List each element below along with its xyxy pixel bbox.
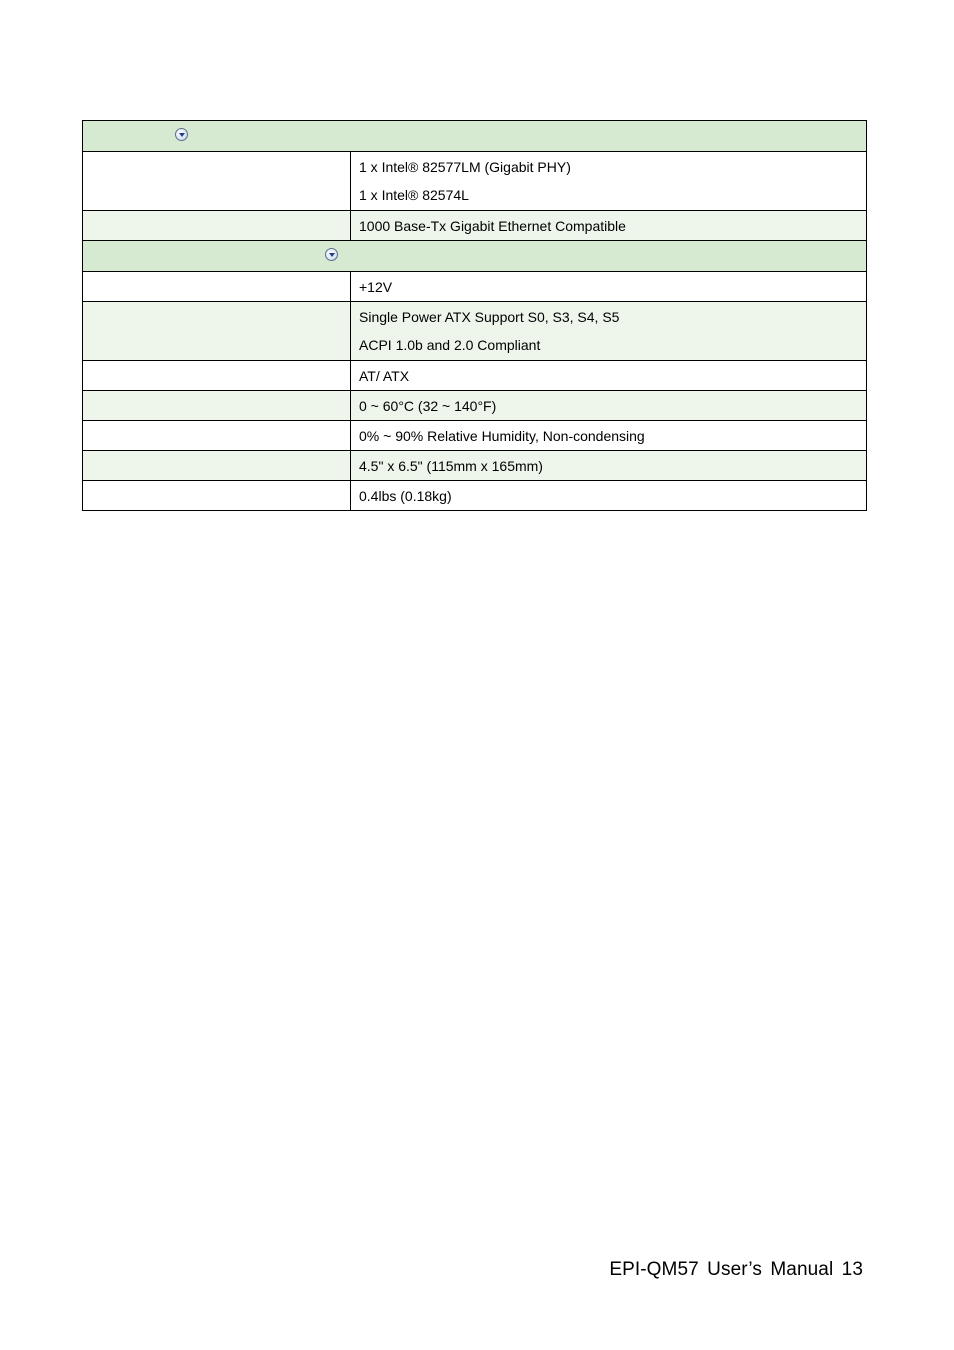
row-value (351, 481, 867, 511)
row-label (83, 481, 351, 511)
expand-arrow-down-icon[interactable] (325, 248, 338, 261)
table-row (83, 152, 867, 211)
row-value (351, 152, 867, 211)
row-value (351, 451, 867, 481)
row-label (83, 391, 351, 421)
value-line: 0.4lbs (0.18kg) (359, 487, 452, 504)
value-line: 1 x Intel® 82577LM (Gigabit PHY) (359, 159, 571, 175)
value-line: AT/ ATX (359, 367, 410, 384)
table-row (83, 211, 867, 241)
row-value (351, 272, 867, 302)
table-row (83, 421, 867, 451)
table-row (83, 481, 867, 511)
table-row (83, 451, 867, 481)
value-line: Single Power ATX Support S0, S3, S4, S5 (359, 309, 620, 325)
row-label (83, 451, 351, 481)
row-value (351, 391, 867, 421)
section-header-cell (83, 121, 867, 152)
section-header-cell (83, 241, 867, 272)
table-row (83, 391, 867, 421)
value-line: 1 x Intel® 82574L (359, 187, 469, 203)
section-header-2 (83, 241, 867, 272)
row-value (351, 211, 867, 241)
page-footer: EPI-QM57 User’s Manual 13 (609, 1259, 863, 1280)
row-label (83, 361, 351, 391)
row-label (83, 302, 351, 361)
value-line: 1000 Base-Tx Gigabit Ethernet Compatible (359, 217, 626, 234)
table-row (83, 302, 867, 361)
table-row (83, 361, 867, 391)
row-label (83, 421, 351, 451)
value-line: ACPI 1.0b and 2.0 Compliant (359, 337, 541, 353)
value-line: 0% ~ 90% Relative Humidity, Non-condensing (359, 427, 645, 444)
specifications-table (82, 120, 867, 511)
table-row (83, 272, 867, 302)
row-label (83, 211, 351, 241)
value-line: 4.5" x 6.5" (115mm x 165mm) (359, 457, 543, 474)
section-header-1 (83, 121, 867, 152)
expand-arrow-down-icon[interactable] (175, 128, 188, 141)
row-value (351, 421, 867, 451)
value-line: 0 ~ 60°C (32 ~ 140°F) (359, 397, 497, 414)
row-label (83, 272, 351, 302)
row-label (83, 152, 351, 211)
value-line: +12V (359, 278, 393, 295)
row-value (351, 302, 867, 361)
row-value (351, 361, 867, 391)
